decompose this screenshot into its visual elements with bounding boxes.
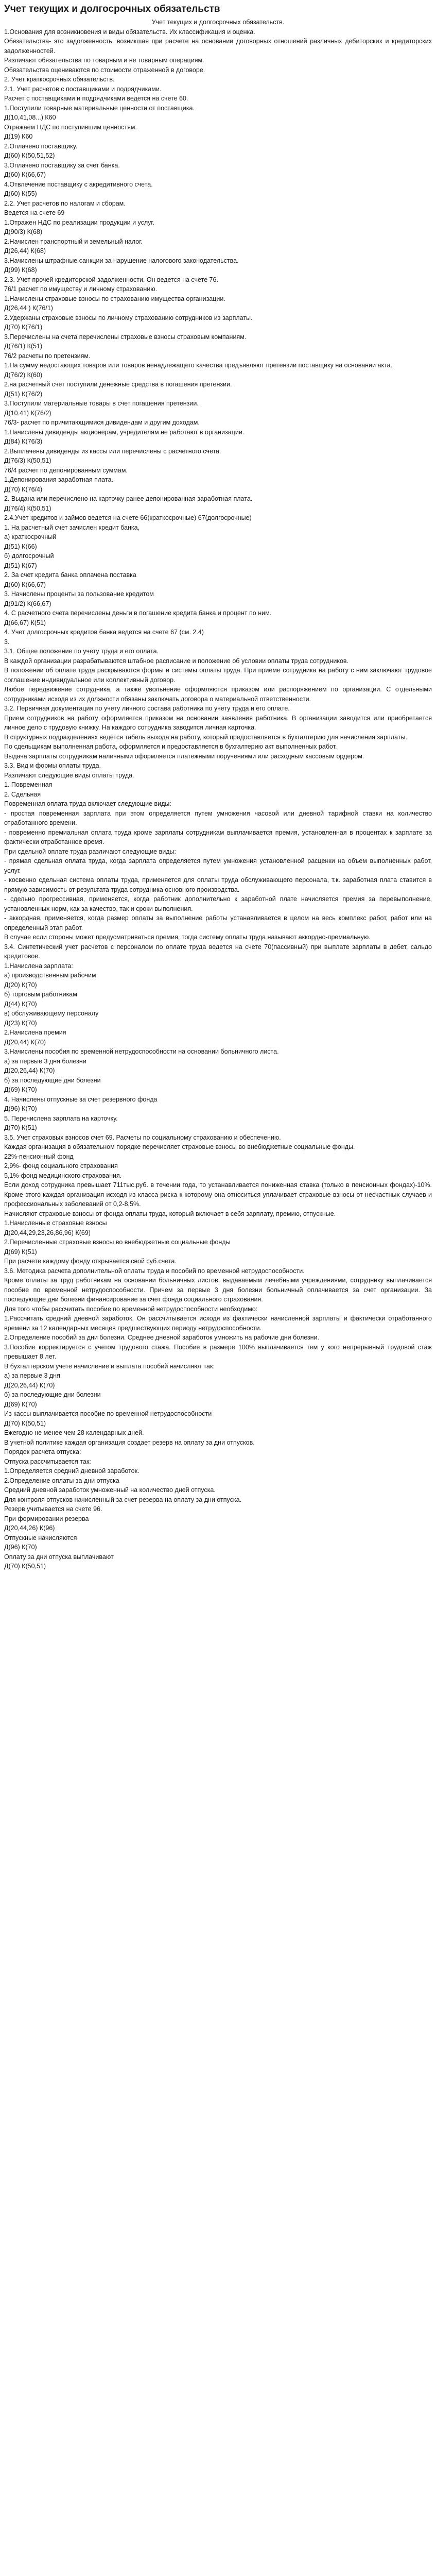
text-line: При формировании резерва xyxy=(4,1515,89,1522)
text-line: Для контроля отпусков начисленный за счет резерва на оплату за дни отпуска. xyxy=(4,1496,242,1503)
page-title: Учет текущих и долгосрочных обязательств xyxy=(4,4,220,14)
text-line: Различают обязательства по товарным и не товарным операциям. xyxy=(4,57,204,64)
text-line: Д(84) К(76/3) xyxy=(4,438,43,445)
text-line: 2.1. Учет расчетов с поставщиками и подрядчиками. xyxy=(4,85,162,93)
text-line: 2. Выдана или перечислено на карточку ранее депонированная заработная плата. xyxy=(4,495,253,502)
text-line: Д(20,44,26) К(96) xyxy=(4,1524,55,1532)
text-line: - простая повременная зарплата при этом определяется путем умножения часовой или дневной тарифной ставки на количество отработанного времени. xyxy=(4,809,432,826)
text-line: В случае если стороны может предусматриваться премия, тогда систему оплаты труда называют аккордно-премиальную. xyxy=(4,934,371,941)
text-line: Д(10,41,08...) К60 xyxy=(4,114,56,121)
text-line: Обязательства оцениваются по стоимости отраженной в договоре. xyxy=(4,66,205,74)
text-line: 76/1 расчет по имуществу и личному страхованию. xyxy=(4,285,158,293)
text-line: Отпускные начисляются xyxy=(4,1534,77,1541)
text-line: Д(96) К(70) xyxy=(4,1544,37,1551)
text-line: Повременная оплата труда включает следующие виды: xyxy=(4,800,171,807)
text-line: При расчете каждому фонду открывается свой суб.счета. xyxy=(4,1258,177,1265)
text-line: Д(60) К(50,51,52) xyxy=(4,152,55,159)
text-line: 4.Отвлечение поставщику с акредитивного счета. xyxy=(4,180,153,188)
text-line: 1. Повременная xyxy=(4,781,53,788)
text-line: 1.Отражен НДС по реализации продукции и услуг. xyxy=(4,218,154,226)
text-line: Каждая организация в обязательном порядке перечисляет страховые взносы во внебюджетные социальные фонды. xyxy=(4,1143,355,1150)
text-line: Д(23) К(70) xyxy=(4,1019,37,1027)
text-line: Ведется на счете 69 xyxy=(4,209,65,216)
text-line: б) за последующие дни болезни xyxy=(4,1076,101,1084)
text-line: Д(76/3) К(50,51) xyxy=(4,457,51,464)
text-line: Д(20,26,44) К(70) xyxy=(4,1067,55,1074)
text-line: 2. За счет кредита банка оплачена поставка xyxy=(4,571,136,579)
text-line: 5. Перечислена зарплата на карточку. xyxy=(4,1114,118,1122)
text-line: 4. С расчетного счета перечислены деньги в погашение кредита банка и процент по ним. xyxy=(4,609,272,617)
text-line: 3.3. Вид и формы оплаты труда. xyxy=(4,762,101,769)
text-line: Любое передвижение сотрудника, а также увольнение оформляются приказом или распоряжением по организации. С отдельными сотрудниками исходя из их должности обязаны заключать договора о материальной ответственности. xyxy=(4,686,432,703)
text-line: 2.Начислена премия xyxy=(4,1029,66,1036)
text-line: 1.Определяется средний дневной заработок. xyxy=(4,1467,139,1475)
text-line: 1.Начислена зарплата: xyxy=(4,962,73,970)
text-line: 3.Перечислены на счета перечислены страховые взносы страховым компаниям. xyxy=(4,333,247,341)
text-line: Кроме оплаты за труд работникам на основании больничных листов, выдаваемым лечебными учреждениями, сотруднику выплачивается пособие по временной нетрудоспособности. Причем за первые 3 дня болезни больничный оплачивается за счет организации. За последующие дни болезни финансирование за счет фонда социального страхования. xyxy=(4,1277,432,1303)
text-line: Выдача зарплаты сотрудникам наличными оформляется платежными поручениями или расходным кассовым ордером. xyxy=(4,752,364,760)
text-line: 3.5. Учет страховых взносов счет 69. Расчеты по социальному страхованию и обеспечению. xyxy=(4,1133,281,1141)
text-line: Начисляют страховые взносы от фонда оплаты труда, который включает в себя зарплату, премию, отпускные. xyxy=(4,1210,336,1217)
text-line: 1.Основания для возникновения и виды обязательств. Их классификация и оценка. xyxy=(4,28,255,36)
text-line: Д(20) К(70) xyxy=(4,981,37,989)
text-line: 1.Рассчитать средний дневной заработок. Он рассчитывается исходя из фактически начисленной зарплаты и фактически отработанного времени за 12 календарных месяцев предшествующих периоду нетрудоспособности. xyxy=(4,1315,432,1332)
text-line: 3.Оплачено поставщику за счет банка. xyxy=(4,161,120,169)
text-line: 76/4 расчет по депонированным суммам. xyxy=(4,466,128,474)
text-line: Д(66,67) К(51) xyxy=(4,619,46,626)
text-line: 4. Учет долгосрочных кредитов банка ведется на счете 67 (см. 2.4) xyxy=(4,629,204,636)
text-line: Резерв учитывается на счете 96. xyxy=(4,1505,102,1513)
text-line: 3.2. Первичная документация по учету личного состава работника по учету труда и его оплате. xyxy=(4,705,290,712)
text-line: - косвенно сдельная система оплаты труда, применяется для оплаты труда обслуживающего персонала, т.к. заработная плата ставится в прямую зависимость от результата труда сотрудника основного производства. xyxy=(4,876,432,893)
text-line: б) долгосрочный xyxy=(4,552,54,560)
text-line: В структурных подразделениях ведется табель выхода на работу, который предоставляется в бухгалтерию для начисления зарплаты. xyxy=(4,733,407,741)
text-line: В учетной политике каждая организация создает резерв на оплату за дни отпусков. xyxy=(4,1438,255,1446)
text-line: Д(26,44) К(68) xyxy=(4,247,46,255)
text-line: 2,9%- фонд социального страхования xyxy=(4,1162,118,1170)
text-line: а) за первые 3 дня xyxy=(4,1372,60,1379)
text-line: 1.Депонирования заработная плата. xyxy=(4,476,113,483)
text-line: 4. Начислены отпускные за счет резервного фонда xyxy=(4,1095,158,1103)
text-line: Д(76/4) К(50,51) xyxy=(4,504,51,512)
text-line: Прием сотрудников на работу оформляется приказом на основании заявления работника. В организации заводится или приобретается личное дело с трудовую книжку. На каждого сотрудника заводится личная карточка. xyxy=(4,714,432,731)
text-line: Д(70) К(50,51) xyxy=(4,1419,46,1427)
text-line: Различают следующие виды оплаты труда. xyxy=(4,771,134,779)
text-line: Д(10.41) К(76/2) xyxy=(4,409,51,417)
text-line: 2.Определение пособий за дни болезни. Среднее дневной заработок умножить на рабочие дни болезни. xyxy=(4,1334,320,1341)
text-line: В положении об оплате труда раскрываются формы и системы оплаты труда. При приеме сотрудника на работу с ним заключают трудовое соглашение индивидуальное или коллективный договор. xyxy=(4,667,432,684)
text-line: 3.Поступили материальные товары в счет погашения претензии. xyxy=(4,400,199,407)
text-line: 3.Начислены пособия по временной нетрудоспособности на основании больничного листа. xyxy=(4,1048,279,1055)
text-line: Д(51) К(76/2) xyxy=(4,390,43,398)
text-line: 1. На расчетный счет зачислен кредит банка, xyxy=(4,523,140,531)
text-line: Д(20,26,44) К(70) xyxy=(4,1381,55,1389)
text-line: 2.Перечисленные страховые взносы во внебюджетные социальные фонды xyxy=(4,1239,231,1246)
text-line: Д(60) К(55) xyxy=(4,190,37,197)
text-line: 2.4.Учет кредитов и займов ведется на счете 66(краткосрочные) 67(долгосрочные) xyxy=(4,514,252,521)
text-line: Д(91/2) К(66,67) xyxy=(4,600,51,607)
text-line: 1.Начисленные страховые взносы xyxy=(4,1219,107,1227)
text-line: 3.1. Общее положение по учету труда и его оплата. xyxy=(4,648,159,655)
text-line: 2.Удержаны страховые взносы по личному страхованию сотрудников из зарплаты. xyxy=(4,314,253,321)
text-line: 1.Начислены дивиденды акционерам, учредителям не работают в организации. xyxy=(4,428,245,436)
text-line: При сдельной оплате труда различают следующие виды: xyxy=(4,848,176,855)
text-line: 3.4. Синтетический учет расчетов с персоналом по оплате труда ведется на счете 70(пассивный) при выплате зарплаты в дебет, сальдо кредитовое. xyxy=(4,943,432,960)
text-line: Д(51) К(66) xyxy=(4,543,37,550)
text-line: 2.Оплачено поставщику. xyxy=(4,142,78,150)
text-line: - аккордная, применяется, когда размер оплаты за выполнение работы устанавливается в целом на весь комплекс работ, работ или на определенный этап работ. xyxy=(4,914,432,931)
text-line: 1.Поступили товарные материальные ценности от поставщика. xyxy=(4,104,195,112)
text-line: Д(76/1) К(51) xyxy=(4,343,43,350)
text-line: Д(69) К(70) xyxy=(4,1086,37,1093)
text-line: - повременно премиальная оплата труда кроме зарплаты сотрудникам выплачивается премия, установленная в процентах к зарплате за фактически отработанное время. xyxy=(4,828,432,845)
text-line: В бухгалтерском учете начисление и выплата пособий начисляют так: xyxy=(4,1362,215,1370)
document-body xyxy=(4,18,432,1571)
text-line: Д(44) К(70) xyxy=(4,1000,37,1008)
text-line: Д(70) К(50,51) xyxy=(4,1563,46,1570)
text-line: 2.3. Учет прочей кредиторской задолженности. Он ведется на счете 76. xyxy=(4,276,218,283)
text-line: 2.Начислен транспортный и земельный налог. xyxy=(4,238,143,245)
text-line: 2. Сдельная xyxy=(4,790,41,798)
text-line: По сдельщикам выполненная работа, оформляется и предоставляется в бухгалтерию акт выполненных работ. xyxy=(4,743,337,750)
text-line: Д(69) К(51) xyxy=(4,1248,37,1256)
text-line: а) за первые 3 дня болезни xyxy=(4,1057,86,1065)
text-line: б) за последующие дни болезни xyxy=(4,1391,101,1398)
text-line: 2.2. Учет расчетов по налогам и сборам. xyxy=(4,199,126,207)
text-line: Обязательства- это задолженность, возникшая при расчете на основании договорных отношений различных дебиторских и кредиторских задолженностей. xyxy=(4,38,432,55)
text-line: 2.Определение оплаты за дни отпуска xyxy=(4,1477,119,1484)
text-line: Д(19) К60 xyxy=(4,133,33,140)
text-line: Д(90/3) К(68) xyxy=(4,228,43,235)
text-line: - сдельно прогрессивная, применяется, когда работник дополнительно к заработной плате начисляется премия за перевыполнение, установленных норм, как за качество, так и сроки выполнения. xyxy=(4,895,432,912)
text-line: 76/2 расчеты по претензиям. xyxy=(4,352,91,360)
text-line: Ежегодно не менее чем 28 календарных дней. xyxy=(4,1429,144,1436)
text-line: а) краткосрочный xyxy=(4,533,57,540)
text-line: Д(26,44 ) К(76/1) xyxy=(4,304,53,312)
text-line: 1.На сумму недостающих товаров или товаров ненадлежащего качества предъявляют претензии поставщику на основании акта. xyxy=(4,362,393,369)
text-line: Д(70) К(51) xyxy=(4,1124,37,1131)
text-line: Д(69) К(70) xyxy=(4,1400,37,1408)
text-line: Д(51) К(67) xyxy=(4,562,37,569)
text-line: Д(70) К(76/1) xyxy=(4,324,43,331)
text-line: Д(99) К(68) xyxy=(4,266,37,274)
text-line: Средний дневной заработок умноженный на количество дней отпуска. xyxy=(4,1486,216,1494)
text-line: 3. xyxy=(4,638,10,646)
text-line: 1.Начислены страховые взносы по страхованию имущества организации. xyxy=(4,295,225,302)
text-line: Д(20,44,29,23,26,86,96) К(69) xyxy=(4,1229,91,1236)
text-line: в) обслуживающему персоналу xyxy=(4,1010,99,1017)
text-line: Учет текущих и долгосрочных обязательств. xyxy=(151,19,285,26)
text-line: Из кассы выплачивается пособие по временной нетрудоспособности xyxy=(4,1410,212,1417)
text-line: 3.Начислены штрафные санкции за нарушение налогового законодательства. xyxy=(4,257,239,264)
text-line: Порядок расчета отпуска: xyxy=(4,1448,81,1455)
text-line: Д(70) К(76/4) xyxy=(4,485,43,493)
text-line: 22%-пенсионный фонд xyxy=(4,1153,74,1160)
text-line: Д(60) К(66,67) xyxy=(4,171,46,178)
text-line: 2. Учет краткосрочных обязательств. xyxy=(4,76,115,83)
text-line: 2.на расчетный счет поступили денежные средства в погашения претензии. xyxy=(4,381,232,388)
text-line: 3.6. Методика расчета дополнительной оплаты труда и пособий по временной нетрудоспособности. xyxy=(4,1267,305,1275)
text-line: Оплату за дни отпуска выплачивают xyxy=(4,1553,114,1561)
text-line: 76/3- расчет по причитающимися дивидендам и другим доходам. xyxy=(4,419,200,426)
text-line: Д(60) К(66,67) xyxy=(4,581,46,588)
text-line: 3. Начислены проценты за пользование кредитом xyxy=(4,590,154,598)
text-line: 5,1%-фонд медицинского страхования. xyxy=(4,1172,122,1179)
text-line: Расчет с поставщиками и подрядчиками ведется на счете 60. xyxy=(4,95,188,102)
text-line: Если доход сотрудника превышает 711тыс.руб. в течении года, то устанавливается пониженная ставка (только в пенсионных фондах)-10%. Кроме этого каждая организация исходя из класса риска к которому она относиться уплачивает страховые взносы от несчастных случаев и профессиональных заболеваний от 0,2-8,5%. xyxy=(4,1181,432,1208)
text-line: 3.Пособие корректируется с учетом трудового стажа. Пособие в размере 100% выплачивается тем у кого непрерывный трудовой стаж превышает 8 лет. xyxy=(4,1343,432,1360)
text-line: В каждой организации разрабатываются штабное расписание и положение об условии оплаты труда сотрудников. xyxy=(4,657,349,665)
text-line: 2.Выплачены дивиденды из кассы или перечислены с расчетного счета. xyxy=(4,447,221,455)
text-line: Отражаем НДС по поступившим ценностям. xyxy=(4,123,137,131)
text-line: Для того чтобы рассчитать пособие по временной нетрудоспособности необходимо: xyxy=(4,1305,258,1313)
text-line: б) торговым работникам xyxy=(4,991,77,998)
text-line: - прямая сдельная оплата труда, когда зарплата определяется путем умножения установленной расценки на объем выполненных работ, услуг. xyxy=(4,857,432,874)
text-line: Отпуска рассчитывается так: xyxy=(4,1458,91,1465)
text-line: а) производственным рабочим xyxy=(4,972,96,979)
text-line: Д(96) К(70) xyxy=(4,1105,37,1112)
text-line: Д(20,44) К(70) xyxy=(4,1038,46,1046)
text-line: Д(76/2) К(60) xyxy=(4,371,43,379)
